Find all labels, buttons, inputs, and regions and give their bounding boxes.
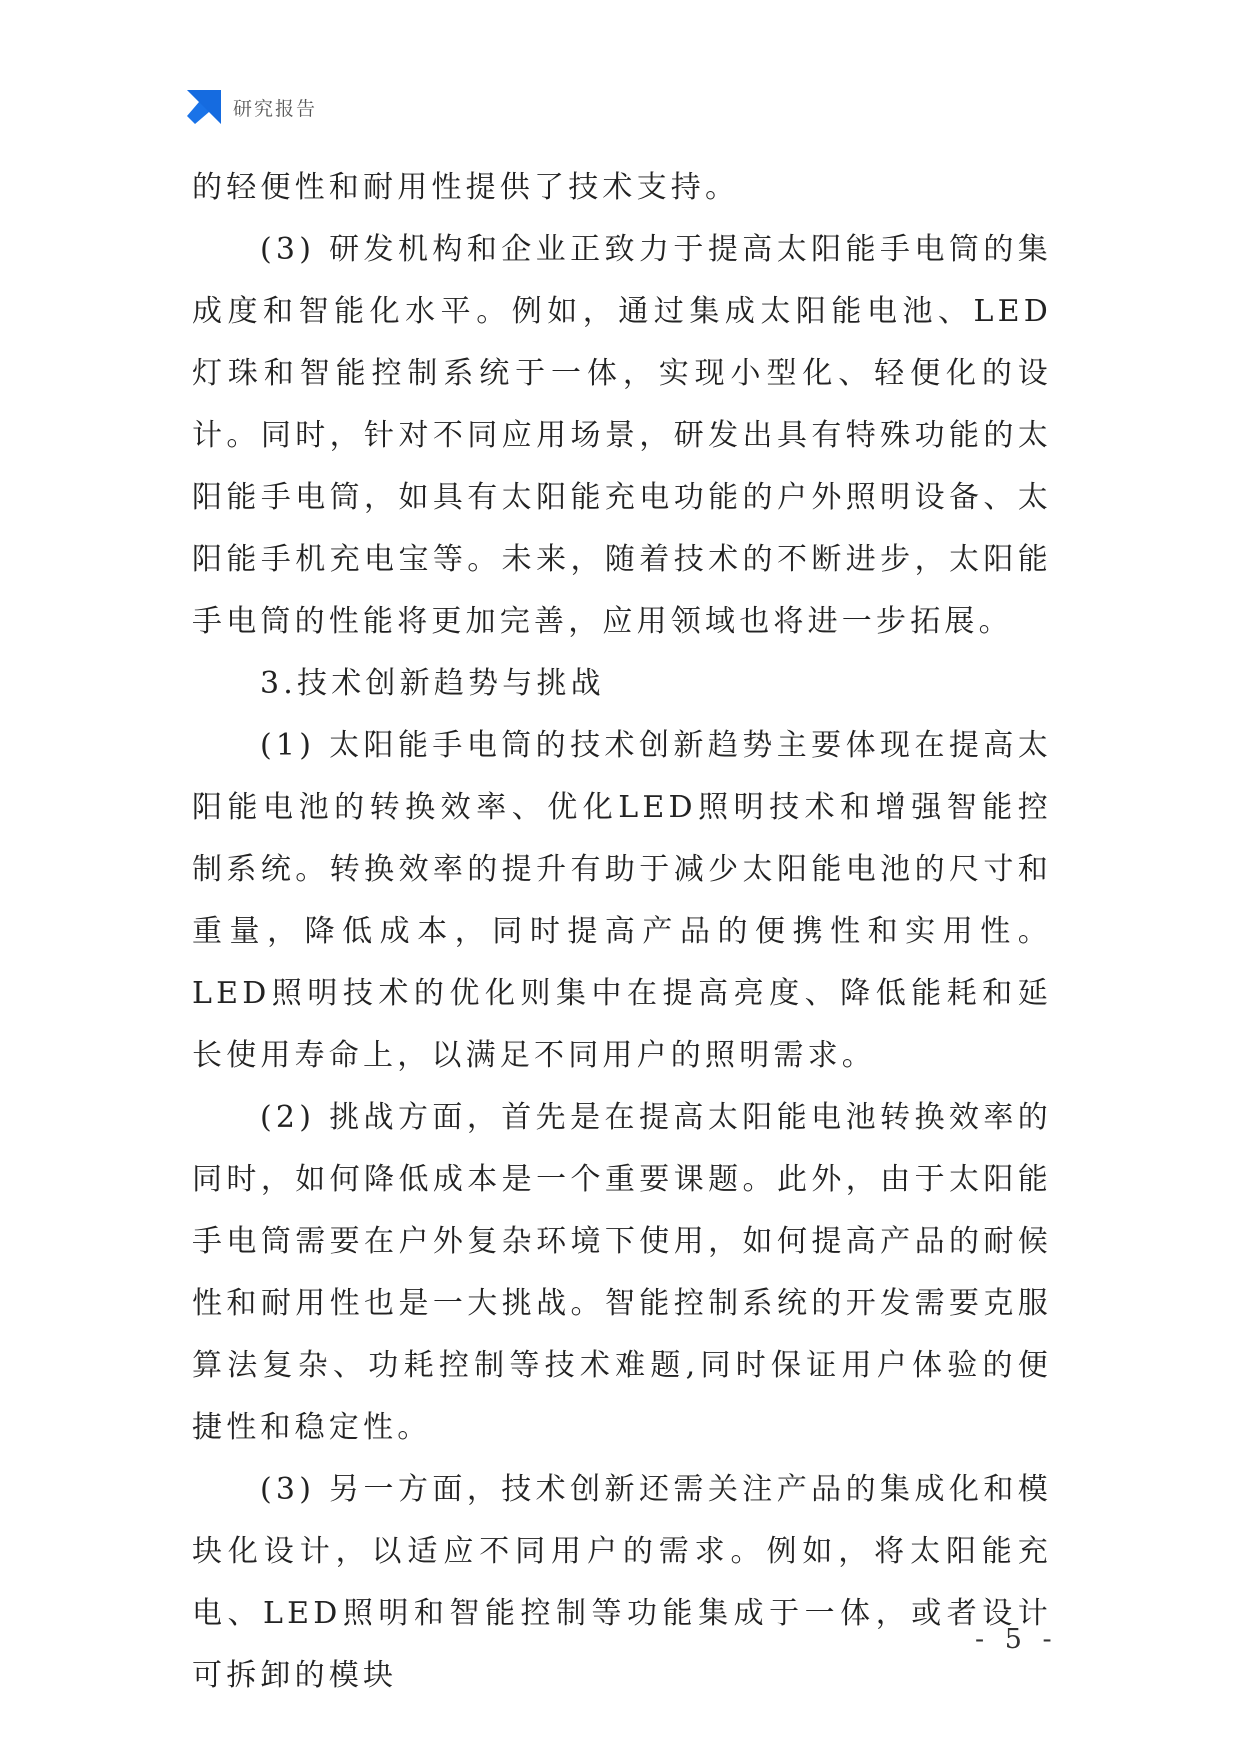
paragraph: (2) 挑战方面，首先是在提高太阳能电池转换效率的同时，如何降低成本是一个重要课题。此外，由于太阳能手电筒需要在户外复杂环境下使用，如何提高产品的耐候性和耐用性也是一大挑战。智能控制系统的开发需要克服算法复杂、功耗控制等技术难题,同时保证用户体验的便捷性和稳定性。 — [192, 1100, 1052, 1445]
paragraph: (3) 另一方面，技术创新还需关注产品的集成化和模块化设计，以适应不同用户的需求。例如，将太阳能充电、LED照明和智能控制等功能集成于一体，或者设计可拆卸的模块 — [192, 1472, 1052, 1693]
section-heading: 3.技术创新趋势与挑战 — [260, 666, 605, 701]
paragraph: (1) 太阳能手电筒的技术创新趋势主要体现在提高太阳能电池的转换效率、优化LED照明技术和增强智能控制系统。转换效率的提升有助于减少太阳能电池的尺寸和重量，降低成本，同时提高产品的便携性和实用性。LED照明技术的优化则集中在提高亮度、降低能耗和延长使用寿命上，以满足不同用户的照明需求。 — [192, 728, 1052, 1073]
paragraph: (3) 研发机构和企业正致力于提高太阳能手电筒的集成度和智能化水平。例如，通过集成太阳能电池、LED灯珠和智能控制系统于一体，实现小型化、轻便化的设计。同时，针对不同应用场景，研发出具有特殊功能的太阳能手电筒，如具有太阳能充电功能的户外照明设备、太阳能手机充电宝等。未来，随着技术的不断进步，太阳能手电筒的性能将更加完善，应用领域也将进一步拓展。 — [192, 232, 1052, 639]
paragraph: 的轻便性和耐用性提供了技术支持。 — [192, 170, 740, 205]
page-number: - 5 - — [975, 1624, 1058, 1655]
document-body — [192, 157, 1052, 1707]
arrow-logo-icon — [187, 90, 221, 124]
report-header — [187, 90, 317, 124]
header-title: 研究报告 — [233, 97, 318, 120]
